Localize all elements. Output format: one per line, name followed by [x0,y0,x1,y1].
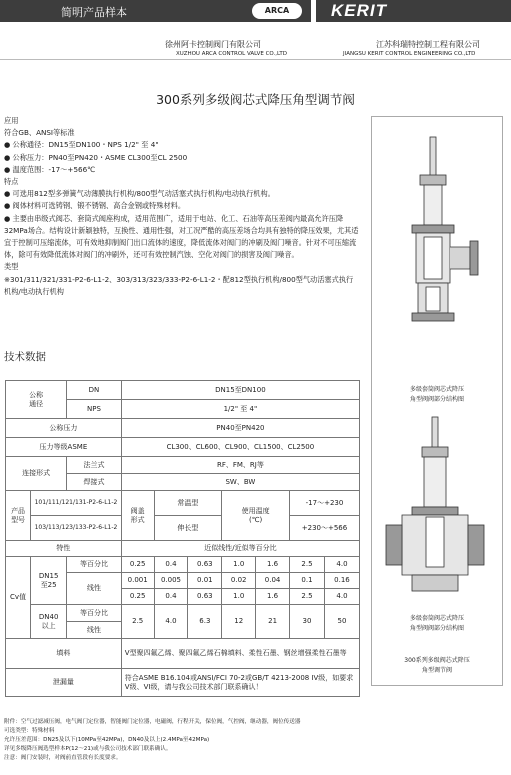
cv-cell: 2.5 [121,605,154,639]
valve-drawing-2 [386,417,484,591]
nominal-diameter-label: 公称 通径 [6,381,67,419]
dn-value: DN15至DN100 [121,381,359,400]
cv-cell: 0.4 [154,557,188,573]
footer-line-3: 允许压差范围：DN25及以下(10MPa至42MPa)，DN40及以上(2.4MPa至42MPa) [4,737,210,743]
standard-type: 常温型 [154,491,222,516]
footer-notes [4,718,300,763]
cv-cell: 0.63 [188,589,222,605]
company1-cn: 徐州阿卡控制阀门有限公司 [165,40,261,49]
application-heading: 应用 [4,116,19,125]
cv-cell: 2.5 [290,557,325,573]
cv-cell: 4.0 [324,557,359,573]
figure-caption-2: 多级套筒阀芯式降压 角型阀阀部分结构图 [409,615,464,632]
flange-label: 法兰式 [67,457,122,474]
company2-cn: 江苏科瑞特控制工程有限公司 [376,40,480,49]
page-title: 300系列多级阀芯式降压角型调节阀 [156,92,355,107]
cv-cell: 0.001 [121,573,154,589]
packing-value: V型聚四氟乙烯、聚四氟乙烯石棉填料、柔性石墨、钢丝增强柔性石墨等 [121,639,359,669]
linear-label: 线性 [67,622,122,639]
asme-class-value: CL300、CL600、CL900、CL1500、CL2500 [121,438,359,457]
figure-caption-1: 多级套筒阀芯式降压 角型阀阀部分结构图 [409,386,464,403]
dn15-label: DN15 至25 [31,557,67,605]
valve-drawing-1 [412,137,478,321]
cv-cell: 1.6 [256,589,290,605]
cv-cell: 50 [324,605,359,639]
header-left-bar [0,0,311,22]
characteristic-value: 近似线性/近似等百分比 [121,541,359,557]
cv-cell: 0.16 [324,573,359,589]
nps-value: 1/2" 至 4" [121,400,359,419]
cv-label: Cv值 [6,557,31,639]
spec-section [4,115,360,298]
header-divider [0,59,511,60]
cv-cell: 1.6 [256,557,290,573]
cv-cell: 2.5 [290,589,325,605]
feature-3: ● 主要由串级式阀芯、套筒式阀座构成，适用范围广，适用于电站、化工、石油等高压差阀内最高允许压降32MPa场合。结构设计新颖独特，互换性、通用性强，对工况严酷的高压差场合均具有独特的降压效果，尤其适宜于控制可压缩流体，可有效地抑制阀门出口流体的速度，降低流体对阀门的冲刷及阀门噪音。针对不可压缩流体，除可有效降低流体对阀门的冲刷外，还可有效控制汽蚀、空化对阀门的损害及阀门噪音。 [4,213,359,260]
cv-cell: 4.0 [324,589,359,605]
bonnet-label: 阀盖 形式 [121,491,154,541]
cv-cell: 12 [222,605,256,639]
feature-2: ● 阀体材料可选铸钢、锻不锈钢、高合金钢或特殊材料。 [4,201,186,211]
cv-cell: 0.63 [188,557,222,573]
dn-label: DN [67,381,122,400]
catalog-title: 简明产品样本 [61,6,127,19]
model-2: 103/113/123/133-P2-6-L1-2 [31,516,122,541]
kerit-logo: KERIT [331,1,387,20]
linear-label: 线性 [67,573,122,605]
footer-line-1: 附件：空气过滤减压阀，电气阀门定位器，智能阀门定位器，电磁阀，行程开关，保位阀，气控阀，继动器，阀位传送器 [4,719,301,725]
cv-cell: 0.25 [121,589,154,605]
cv-cell: 0.04 [256,573,290,589]
leakage-value: 符合ASME B16.104或ANSI/FCI 70-2或GB/T 4213-2008 IV级，如要求V级、VI级，请与我公司技术部门联系确认！ [121,669,359,697]
standards-text: 符合GB、ANSI等标准 [4,128,75,138]
company2-en: JIANGSU KERIT CONTROL ENGINEERING CO.,LTD [343,51,476,57]
cv-cell: 0.1 [290,573,325,589]
tech-data-heading: 技术数据 [4,351,46,363]
weld-label: 焊接式 [67,474,122,491]
eq-pct-label: 等百分比 [67,557,122,573]
features-heading: 特点 [4,177,19,187]
figure-caption-3: 300系列多级阀芯式降压 角型调节阀 [404,657,470,674]
cv-cell: 4.0 [154,605,188,639]
cv-cell: 0.01 [188,573,222,589]
nominal-pressure-label: 公称压力 [6,419,122,438]
type-heading: 类型 [4,262,19,272]
arca-logo: ARCA [252,3,302,19]
nps-label: NPS [67,400,122,419]
cv-cell: 0.02 [222,573,256,589]
temperature-text: ● 温度范围：-17～+566℃ [4,164,96,174]
cv-cell: 0.25 [121,557,154,573]
characteristic-label: 特性 [6,541,122,557]
nominal-pressure-value: PN40至PN420 [121,419,359,438]
cv-cell: 1.0 [222,589,256,605]
tech-data-table [5,380,360,697]
footer-line-5: 注意：阀门安装时，对阀前直管段有长度要求。 [4,755,122,761]
cv-cell: 1.0 [222,557,256,573]
temp-range-2: +230～+566 [290,516,360,541]
type-text: ※301/311/321/331-P2-6-L1-2、303/313/323/333-P2-6-L1-2・配812型执行机构/800型气动活塞式执行机构/电动执行机构 [4,274,354,296]
model-1: 101/111/121/131-P2-6-L1-2 [31,491,122,516]
eq-pct-label: 等百分比 [67,605,122,622]
company1-en: XUZHOU ARCA CONTROL VALVE CO.,LTD [176,51,287,57]
diameter-text: ● 公称通径：DN15至DN100・NPS 1/2" 至 4" [4,140,159,150]
header-right-bar [316,0,511,22]
footer-line-2: 可选类型：特殊材料 [4,728,55,734]
weld-value: SW、BW [121,474,359,491]
cv-cell: 21 [256,605,290,639]
temp-range-1: -17～+230 [290,491,360,516]
connection-label: 连接形式 [6,457,67,491]
flange-value: RF、FM、RJ等 [121,457,359,474]
operating-temp-label: 使用温度 (℃) [222,491,290,541]
pressure-text: ● 公称压力：PN40至PN420・ASME CL300至CL 2500 [4,152,188,162]
cv-cell: 30 [290,605,325,639]
asme-class-label: 压力等级ASME [6,438,122,457]
cv-cell: 0.005 [154,573,188,589]
footer-line-4: 详见多级降压阀选型样本P(12～21)或与我公司技术部门联系确认。 [4,746,172,752]
extended-type: 伸长型 [154,516,222,541]
dn40-label: DN40 以上 [31,605,67,639]
feature-1: ● 可选用812型多弹簧气动薄膜执行机构/800型气动活塞式执行机构/电动执行机构。 [4,189,275,199]
packing-label: 填料 [6,639,122,669]
cv-cell: 6.3 [188,605,222,639]
cv-cell: 0.4 [154,589,188,605]
product-model-label: 产品 型号 [6,491,31,541]
leakage-label: 泄漏量 [6,669,122,697]
